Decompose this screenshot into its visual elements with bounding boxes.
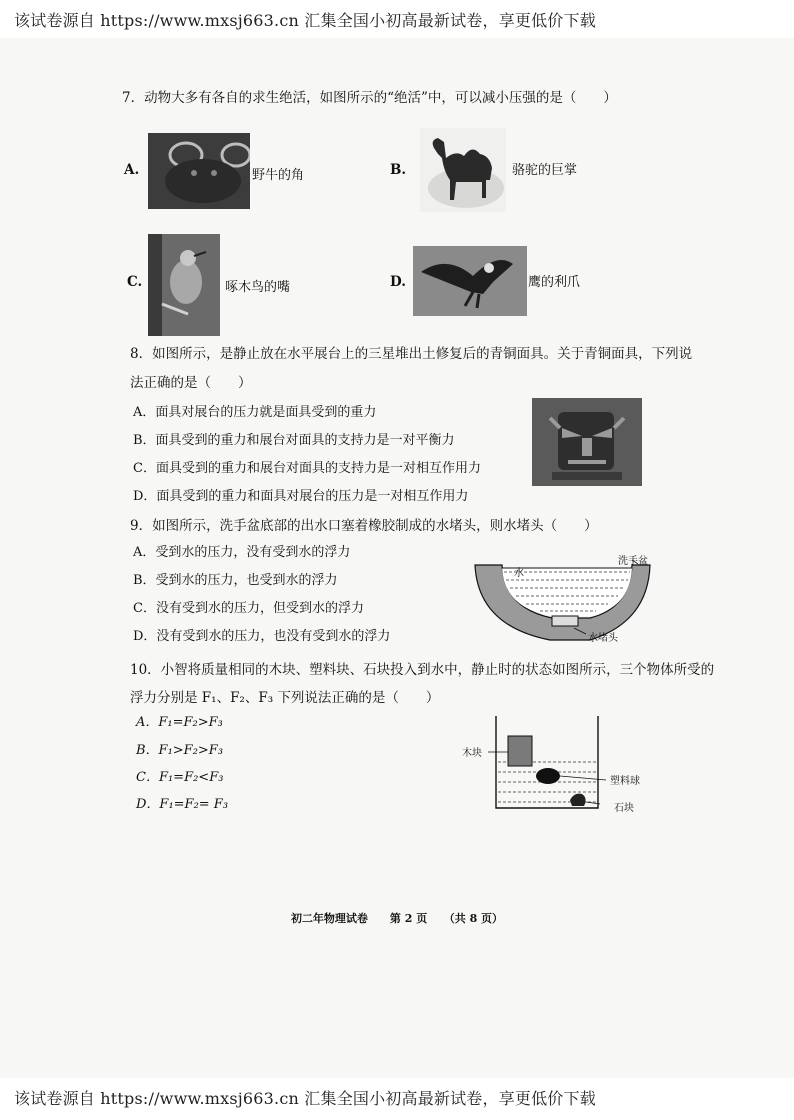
q7-option-c-caption: 啄木鸟的嘴	[225, 280, 291, 295]
q7-woodpecker-photo	[148, 234, 220, 336]
q7-option-a-letter: A.	[124, 162, 140, 178]
q9-option-b: B．受到水的压力，也受到水的浮力	[133, 573, 338, 588]
q7-stem: 7．动物大多有各自的求生绝活，如图所示的“绝活”中，可以减小压强的是（ ）	[122, 90, 617, 106]
q8-bronze-mask-photo	[532, 398, 642, 486]
q9-option-a: A．受到水的压力，没有受到水的浮力	[133, 545, 351, 560]
q10-stem-line1: 10．小智将质量相同的木块、塑料块、石块投入到水中，静止时的状态如图所示，三个物体所受的	[130, 662, 715, 678]
source-banner-bottom: 该试卷源自 https://www.mxsj663.cn 汇集全国小初高最新试卷，享更低价下载	[14, 1089, 596, 1108]
q7-camel-photo	[420, 128, 506, 212]
q9-basin-label: 洗手盆	[618, 556, 648, 567]
page-footer: 初二年物理试卷 第 2 页 （共 8 页）	[290, 912, 504, 925]
q8-option-d: D．面具受到的重力和面具对展台的压力是一对相互作用力	[133, 489, 469, 504]
q10-option-c: C．F₁=F₂<F₃	[136, 770, 224, 785]
source-banner-top: 该试卷源自 https://www.mxsj663.cn 汇集全国小初高最新试卷，享更低价下载	[14, 11, 596, 30]
q7-option-c-letter: C.	[127, 274, 143, 290]
q10-container-diagram	[488, 714, 606, 814]
q10-stone-label: 石块	[614, 803, 634, 814]
q9-option-c: C．没有受到水的压力，但受到水的浮力	[133, 601, 364, 616]
q8-option-c: C．面具受到的重力和展台对面具的支持力是一对相互作用力	[133, 461, 481, 476]
q8-stem-line1: 8．如图所示，是静止放在水平展台上的三星堆出土修复后的青铜面具。关于青铜面具，下列说	[130, 346, 693, 362]
q10-option-b: B．F₁>F₂>F₃	[136, 743, 224, 758]
q9-option-d: D．没有受到水的压力，也没有受到水的浮力	[133, 629, 391, 644]
q10-plastic-label: 塑料球	[610, 776, 640, 787]
q10-option-d: D．F₁=F₂= F₃	[136, 797, 229, 812]
q9-water-label: 水	[514, 568, 524, 579]
q9-stem: 9．如图所示，洗手盆底部的出水口塞着橡胶制成的水堵头，则水堵头（ ）	[130, 518, 598, 534]
q10-stem-line2: 浮力分别是 F₁、F₂、F₃ 下列说法正确的是（ ）	[130, 690, 440, 706]
q7-option-a-caption: 野牛的角	[252, 168, 305, 183]
q10-wood-label: 木块	[462, 748, 482, 759]
q8-stem-line2: 法正确的是（ ）	[130, 375, 252, 391]
q8-option-a: A．面具对展台的压力就是面具受到的重力	[133, 405, 377, 420]
q7-option-d-caption: 鹰的利爪	[528, 275, 581, 290]
q7-option-d-letter: D.	[390, 274, 406, 290]
q8-option-b: B．面具受到的重力和展台对面具的支持力是一对平衡力	[133, 433, 455, 448]
q7-option-b-caption: 骆驼的巨掌	[512, 163, 578, 178]
q7-option-b-letter: B.	[390, 162, 407, 178]
q7-eagle-photo	[413, 246, 527, 316]
q7-bison-photo	[148, 133, 250, 209]
exam-page	[0, 38, 794, 1078]
q9-plug-label: 水堵头	[588, 633, 618, 644]
q10-option-a: A．F₁=F₂>F₃	[136, 715, 223, 730]
